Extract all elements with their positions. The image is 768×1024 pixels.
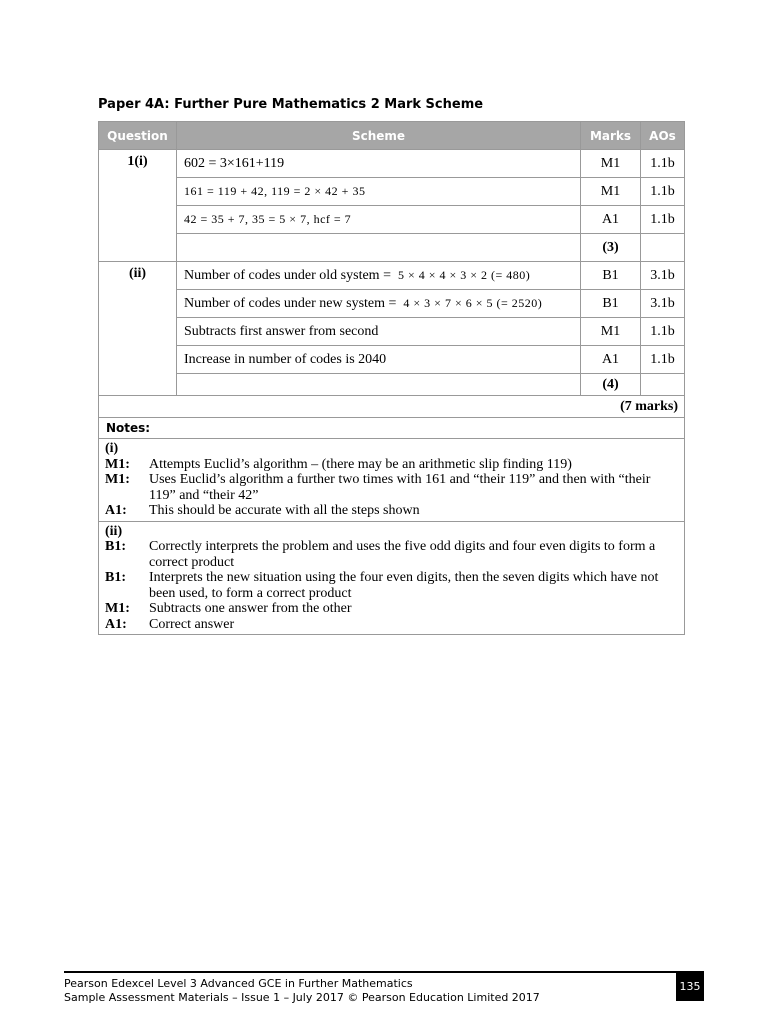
ao-cell: 1.1b [641, 178, 685, 206]
scheme-cell: Subtracts first answer from second [177, 318, 581, 346]
footer-line-1: Pearson Edexcel Level 3 Advanced GCE in Further Mathematics [64, 977, 413, 990]
scheme-cell: Increase in number of codes is 2040 [177, 346, 581, 374]
header-marks: Marks [581, 122, 641, 150]
note-item: A1: Correct answer [105, 616, 235, 632]
note-item: M1: Subtracts one answer from the other [105, 601, 352, 616]
table-row [99, 178, 685, 206]
table-row [99, 150, 685, 178]
note-item: B1: Interprets the new situation using the four even digits, then the seven digits which have not been used, to form a correct product [105, 570, 659, 601]
subtotal-cell: (4) [581, 374, 641, 396]
mark-cell: M1 [581, 150, 641, 178]
mark-cell: B1 [581, 262, 641, 290]
mark-cell: M1 [581, 318, 641, 346]
scheme-math: 5 × 4 × 4 × 3 × 2 (= 480) [397, 267, 531, 282]
footer-line-2: Sample Assessment Materials – Issue 1 – July 2017 © Pearson Education Limited 2017 [64, 991, 540, 1004]
ao-cell: 3.1b [641, 290, 685, 318]
notes-part-ii [99, 521, 685, 635]
note-item: M1: Attempts Euclid’s algorithm – (there may be an arithmetic slip finding 119) [105, 456, 572, 472]
page-title: Paper 4A: Further Pure Mathematics 2 Mark Scheme [98, 97, 484, 112]
table-header-row [99, 122, 685, 150]
table-row [99, 290, 685, 318]
table-row [99, 262, 685, 290]
scheme-cell [177, 262, 581, 290]
total-row [99, 396, 685, 418]
header-question: Question [99, 122, 177, 150]
ao-cell: 1.1b [641, 206, 685, 234]
ao-cell: 1.1b [641, 318, 685, 346]
mark-scheme-table [98, 121, 685, 635]
page-number: 135 [676, 973, 704, 1001]
scheme-math: 4 × 3 × 7 × 6 × 5 (= 2520) [403, 295, 543, 310]
header-aos: AOs [641, 122, 685, 150]
table-row [99, 206, 685, 234]
notes-header-row [99, 418, 685, 439]
note-item: B1: Correctly interprets the problem and uses the five odd digits and four even digits to form a correct product [105, 539, 656, 570]
mark-cell: B1 [581, 290, 641, 318]
ao-cell: 1.1b [641, 150, 685, 178]
mark-cell: M1 [581, 178, 641, 206]
table-row [99, 346, 685, 374]
notes-label: Notes: [99, 418, 685, 439]
scheme-cell [177, 290, 581, 318]
notes-part-label: (i) [105, 441, 119, 456]
notes-part-label: (ii) [105, 523, 123, 539]
subtotal-row [99, 234, 685, 262]
mark-cell: A1 [581, 206, 641, 234]
total-marks: (7 marks) [99, 396, 685, 418]
question-label: 1(i) [99, 150, 177, 262]
ao-cell: 1.1b [641, 346, 685, 374]
table-row [99, 318, 685, 346]
notes-part-i [99, 439, 685, 522]
note-item: M1: Uses Euclid’s algorithm a further two times with 161 and “their 119” and then with “their 119” and “their 42” [105, 472, 651, 503]
scheme-text: Number of codes under new system = [184, 295, 397, 311]
note-item: A1: This should be accurate with all the steps shown [105, 503, 420, 518]
header-scheme: Scheme [177, 122, 581, 150]
scheme-text: Number of codes under old system = [184, 267, 391, 283]
scheme-cell: 602 = 3×161+119 [177, 150, 581, 178]
subtotal-row [99, 374, 685, 396]
page-footer [64, 971, 704, 1005]
subtotal-cell: (3) [581, 234, 641, 262]
scheme-cell: 42 = 35 + 7, 35 = 5 × 7, hcf = 7 [177, 206, 581, 234]
mark-cell: A1 [581, 346, 641, 374]
question-label: (ii) [99, 262, 177, 396]
scheme-cell: 161 = 119 + 42, 119 = 2 × 42 + 35 [177, 178, 581, 206]
ao-cell: 3.1b [641, 262, 685, 290]
